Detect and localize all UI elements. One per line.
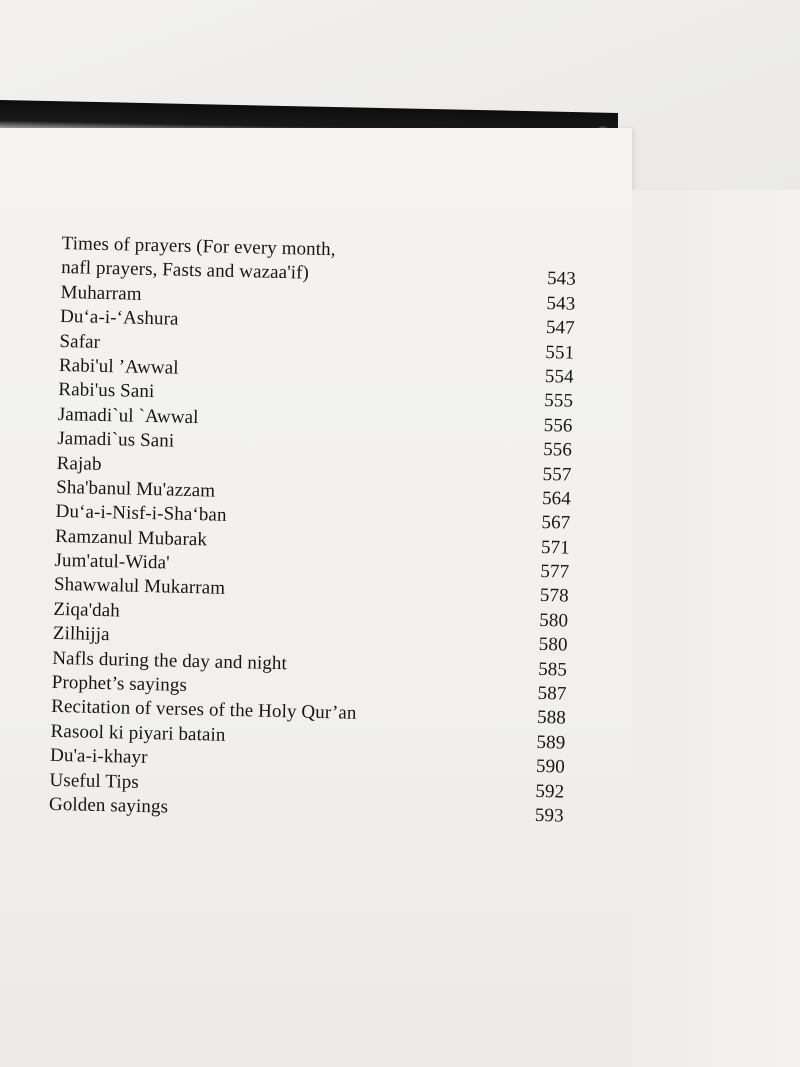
toc-entry-page: 577 (540, 561, 570, 583)
toc-entry-title: Du'a-i-khayr (49, 745, 148, 769)
toc-entry-title: Safar (59, 330, 101, 353)
toc-entry-page: 557 (542, 463, 572, 486)
toc-entry-page: 592 (535, 780, 565, 803)
toc-entry-page: 578 (539, 585, 569, 608)
toc-entry-page: 571 (540, 536, 571, 559)
toc-entry-title: Ziqa'dah (53, 598, 121, 622)
toc-entry-title: Sha'banul Mu'azzam (55, 476, 216, 502)
toc-entry-title: Jamadi`us Sani (57, 428, 175, 452)
toc-entry-page: 588 (536, 707, 567, 729)
toc-entry-list (49, 281, 601, 830)
toc-entry-page: 585 (537, 658, 568, 681)
toc-entry-title: Jamadi`ul `Awwal (57, 403, 199, 428)
toc-entry-title: Rabi'ul ’Awwal (58, 354, 179, 379)
table-of-contents (49, 232, 602, 829)
toc-entry-title: Rabi'us Sani (58, 379, 155, 403)
toc-entry-page: 543 (546, 292, 576, 315)
toc-entry-page: 580 (539, 609, 569, 632)
toc-entry-page: 593 (534, 804, 564, 827)
toc-entry-title: Useful Tips (49, 769, 140, 793)
toc-entry-title: Prophet’s sayings (51, 671, 188, 696)
toc-entry-title: Zilhijja (52, 623, 110, 646)
toc-entry-title: Nafls during the day and night (52, 647, 288, 674)
toc-entry-page: 567 (541, 512, 571, 534)
toc-entry-title: Du‘a-i-Nisf-i-Sha‘ban (55, 501, 227, 527)
toc-entry-page: 564 (541, 487, 572, 510)
toc-entry-title: Golden sayings (48, 793, 169, 818)
toc-entry-title: Ramzanul Mubarak (54, 525, 208, 551)
toc-entry-title: Recitation of verses of the Holy Qur’an (50, 696, 357, 725)
toc-entry-page: 589 (536, 731, 566, 754)
toc-entry-page: 555 (544, 390, 574, 412)
toc-entry-page: 556 (543, 414, 573, 437)
facing-page (632, 190, 800, 1067)
toc-entry-page: 554 (544, 365, 574, 388)
toc-entry-title: Rasool ki piyari batain (50, 720, 226, 746)
toc-entry-page: 556 (542, 439, 573, 461)
toc-entry-title: Shawwalul Mukarram (53, 574, 226, 600)
toc-entry-page: 543 (546, 268, 577, 291)
toc-entry-page: 551 (545, 341, 575, 364)
toc-entry-title: Jum'atul-Wida' (54, 549, 170, 574)
toc-entry-title: Du‘a-i-‘Ashura (59, 306, 179, 330)
toc-entry-title: nafl prayers, Fasts and wazaa'if) (60, 257, 310, 285)
toc-entry-title: Times of prayers (For every month, (61, 232, 336, 261)
toc-entry-title: Rajab (56, 452, 102, 475)
toc-entry-page: 587 (537, 682, 567, 705)
toc-entry-page: 547 (545, 317, 575, 339)
toc-entry-page: 590 (535, 756, 566, 778)
toc-entry-page: 580 (538, 634, 568, 656)
toc-entry-title: Muharram (60, 281, 142, 305)
